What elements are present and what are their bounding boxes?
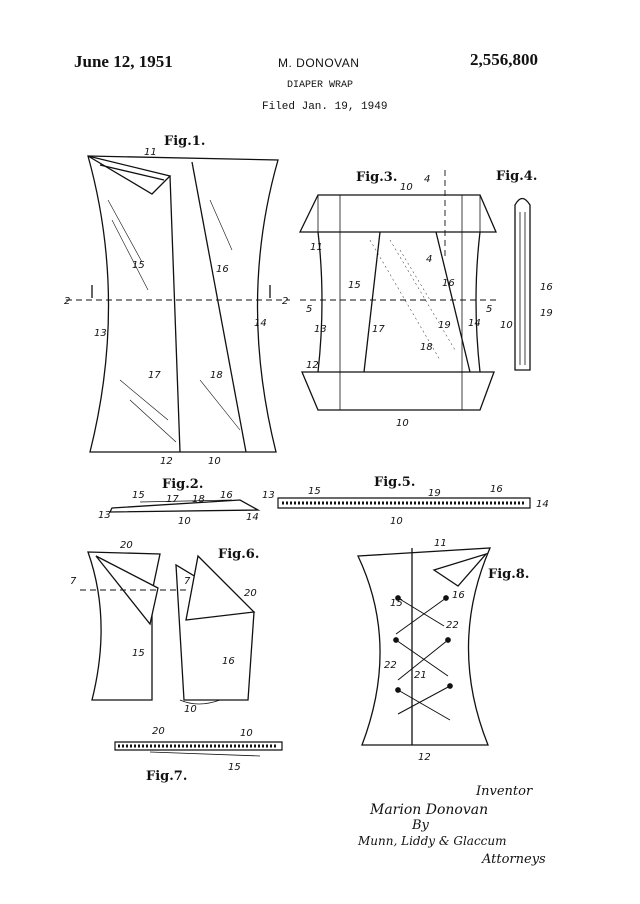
figure-7-drawing: [115, 742, 282, 756]
ref-4: 4: [424, 174, 431, 185]
figure-6-drawing: [80, 552, 254, 704]
ref-7: 7: [70, 576, 77, 587]
ref-20: 20: [120, 540, 133, 551]
patent-title: DIAPER WRAP: [287, 80, 354, 91]
by-label: By: [412, 818, 429, 833]
patent-number: 2,556,800: [470, 50, 538, 69]
ref-12: 12: [160, 456, 173, 467]
attorneys-label: Attorneys: [482, 852, 546, 867]
ref-17: 17: [148, 370, 161, 381]
ref-13: 13: [314, 324, 327, 335]
figure-4-drawing: [515, 199, 530, 371]
figure-2-drawing: [110, 500, 258, 512]
figure-8-drawing: [358, 548, 490, 745]
ref-10: 10: [240, 728, 253, 739]
fig-2-caption: Fig.2.: [162, 477, 204, 492]
inventor-name: M. DONOVAN: [278, 56, 360, 70]
issue-date: June 12, 1951: [74, 52, 173, 71]
attorney-firm: Munn, Liddy & Glaccum: [358, 834, 507, 848]
ref-15: 15: [132, 648, 145, 659]
fig-4-caption: Fig.4.: [496, 169, 538, 184]
ref-20: 20: [244, 588, 257, 599]
ref-16: 16: [222, 656, 235, 667]
ref-10: 10: [400, 182, 413, 193]
ref-2: 2: [64, 296, 71, 307]
ref-15: 15: [390, 598, 403, 609]
ref-10: 10: [500, 320, 513, 331]
ref-10: 10: [390, 516, 403, 527]
ref-16: 16: [540, 282, 553, 293]
ref-15: 15: [132, 260, 145, 271]
ref-10: 10: [184, 704, 197, 715]
fig-3-caption: Fig.3.: [356, 170, 398, 185]
ref-11: 11: [144, 147, 157, 158]
inventor-signature: Marion Donovan: [370, 802, 489, 818]
ref-17: 17: [372, 324, 385, 335]
ref-7: 7: [184, 576, 191, 587]
inventor-label: Inventor: [476, 784, 533, 799]
ref-5: 5: [306, 304, 313, 315]
ref-19: 19: [540, 308, 553, 319]
ref-13: 13: [94, 328, 107, 339]
ref-16: 16: [452, 590, 465, 601]
ref-22: 22: [446, 620, 459, 631]
ref-14: 14: [254, 318, 267, 329]
ref-14: 14: [468, 318, 481, 329]
figure-5-drawing: [278, 498, 530, 508]
ref-18: 18: [420, 342, 433, 353]
ref-14: 14: [536, 499, 549, 510]
ref-15: 15: [308, 486, 321, 497]
fig-8-caption: Fig.8.: [488, 567, 530, 582]
ref-13: 13: [262, 490, 275, 501]
figure-1-drawing: [66, 156, 290, 452]
ref-10: 10: [396, 418, 409, 429]
ref-4: 4: [426, 254, 433, 265]
ref-18: 18: [192, 494, 205, 505]
ref-16: 16: [442, 278, 455, 289]
ref-5: 5: [486, 304, 493, 315]
ref-17: 17: [166, 494, 179, 505]
fig-5-caption: Fig.5.: [374, 475, 416, 490]
ref-14: 14: [246, 512, 259, 523]
ref-16: 16: [490, 484, 503, 495]
ref-19: 19: [428, 488, 441, 499]
ref-11: 11: [310, 242, 323, 253]
ref-15: 15: [132, 490, 145, 501]
ref-19: 19: [438, 320, 451, 331]
fig-7-caption: Fig.7.: [146, 769, 188, 784]
ref-20: 20: [152, 726, 165, 737]
ref-16: 16: [220, 490, 233, 501]
ref-12: 12: [418, 752, 431, 763]
figure-3-drawing: [300, 170, 500, 410]
ref-22: 22: [384, 660, 397, 671]
filing-date: Filed Jan. 19, 1949: [262, 101, 388, 113]
ref-12: 12: [306, 360, 319, 371]
fig-6-caption: Fig.6.: [218, 547, 260, 562]
ref-10: 10: [178, 516, 191, 527]
ref-10: 10: [208, 456, 221, 467]
ref-21: 21: [414, 670, 427, 681]
ref-15: 15: [228, 762, 241, 773]
fig-1-caption: Fig.1.: [164, 134, 206, 149]
ref-13: 13: [98, 510, 111, 521]
ref-15: 15: [348, 280, 361, 291]
ref-2: 2: [282, 296, 289, 307]
ref-11: 11: [434, 538, 447, 549]
ref-16: 16: [216, 264, 229, 275]
ref-18: 18: [210, 370, 223, 381]
